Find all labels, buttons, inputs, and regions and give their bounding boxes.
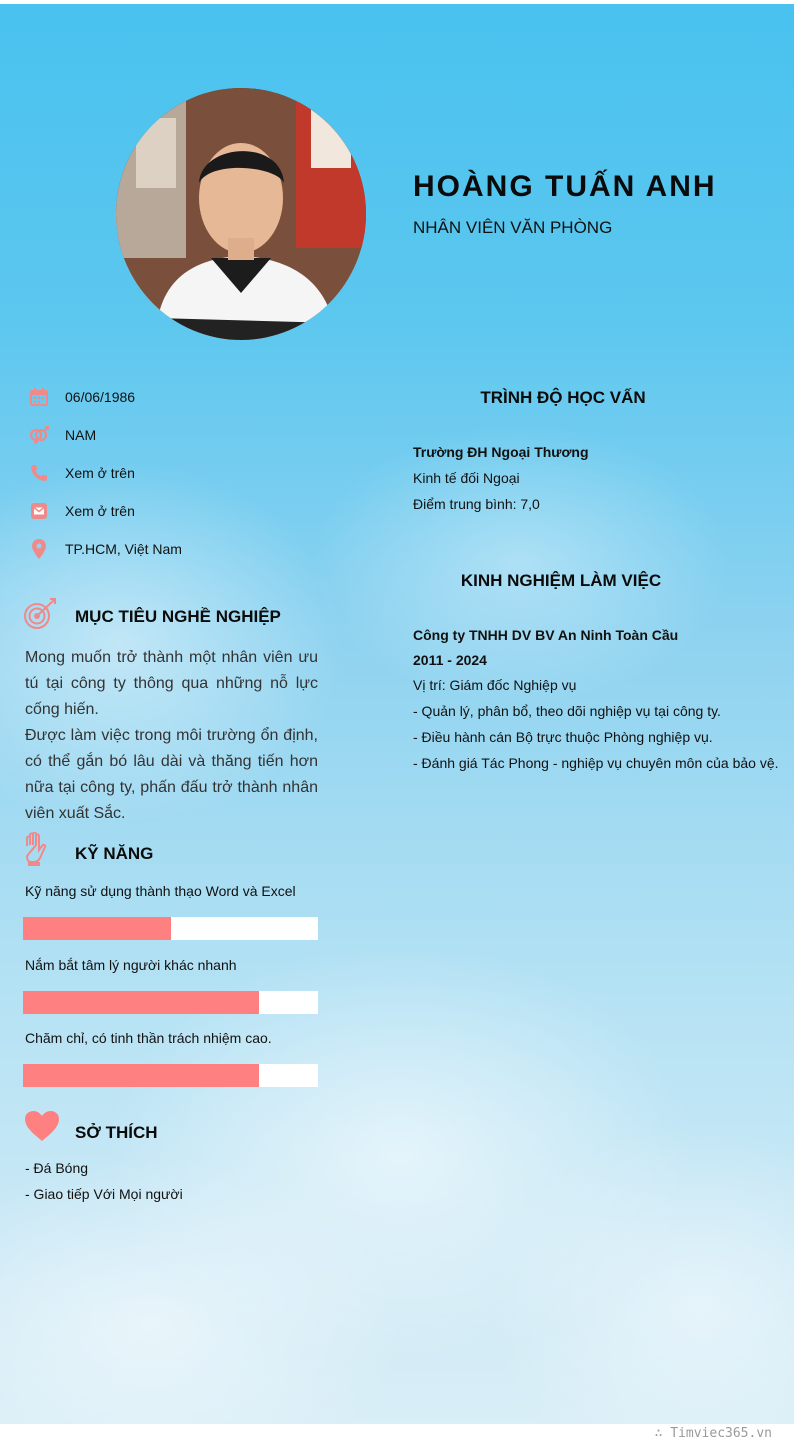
education-title: TRÌNH ĐỘ HỌC VẤN xyxy=(480,388,646,407)
contact-birthday xyxy=(28,385,328,409)
education-major: Kinh tế đối Ngoại xyxy=(413,470,520,486)
experience-company: Công ty TNHH DV BV An Ninh Toàn Cầu xyxy=(413,627,679,643)
skill-level-bar xyxy=(23,991,318,1014)
skill-level-bar xyxy=(23,1064,318,1087)
contact-phone xyxy=(28,461,328,485)
brand-watermark: ∴ Timviec365.vn xyxy=(654,1426,772,1441)
skill-label: Chăm chỉ, có tinh thần trách nhiệm cao. xyxy=(25,1030,272,1046)
hobby-item: - Đá Bóng xyxy=(25,1160,89,1176)
candidate-job-title: NHÂN VIÊN VĂN PHÒNG xyxy=(413,218,613,237)
envelope-icon xyxy=(28,500,50,522)
skill-level-fill xyxy=(23,991,259,1014)
skill-level-bar xyxy=(23,917,318,940)
education-gpa: Điểm trung bình: 7,0 xyxy=(413,496,540,512)
experience-duty: - Quản lý, phân bổ, theo dõi nghiệp vụ tại công ty. xyxy=(413,703,721,719)
heart-icon xyxy=(24,1110,60,1146)
skills-title: KỸ NĂNG xyxy=(75,844,154,863)
birthday-value: 06/06/1986 xyxy=(65,389,136,405)
raised-hand-icon xyxy=(22,832,58,868)
gender-value: NAM xyxy=(65,427,97,443)
phone-value: Xem ở trên xyxy=(65,465,135,481)
experience-position: Vị trí: Giám đốc Nghiệp vụ xyxy=(413,677,577,693)
skill-label: Kỹ năng sử dụng thành thạo Word và Excel xyxy=(25,883,296,899)
cv-sheet xyxy=(0,4,794,1424)
skill-level-fill xyxy=(23,1064,259,1087)
experience-period: 2011 - 2024 xyxy=(413,652,487,668)
experience-duty: - Đánh giá Tác Phong - nghiệp vụ chuyên môn của bảo vệ. xyxy=(413,755,779,771)
phone-icon xyxy=(28,462,50,484)
skill-level-fill xyxy=(23,917,171,940)
hobbies-title: SỞ THÍCH xyxy=(75,1123,158,1142)
gender-icon xyxy=(28,424,50,446)
map-pin-icon xyxy=(28,538,50,560)
objective-paragraph: Mong muốn trở thành một nhân viên ưu tú tại công ty thông qua những nỗ lực cống hiến. xyxy=(25,649,318,718)
contact-email xyxy=(28,499,328,523)
target-icon xyxy=(22,596,58,632)
profile-photo xyxy=(116,88,366,340)
candidate-name: HOÀNG TUẤN ANH xyxy=(413,170,717,203)
education-school: Trường ĐH Ngoại Thương xyxy=(413,444,589,460)
hobby-item: - Giao tiếp Với Mọi người xyxy=(25,1186,183,1202)
objective-title: MỤC TIÊU NGHỀ NGHIỆP xyxy=(75,607,281,626)
objective-text xyxy=(25,645,318,827)
experience-title: KINH NGHIỆM LÀM VIỆC xyxy=(460,571,662,590)
address-value: TP.HCM, Việt Nam xyxy=(65,541,182,557)
experience-duty: - Điều hành cán Bộ trực thuộc Phòng nghiệp vụ. xyxy=(413,729,713,745)
email-value: Xem ở trên xyxy=(65,503,135,519)
skill-label: Nắm bắt tâm lý người khác nhanh xyxy=(25,957,237,973)
calendar-icon xyxy=(28,386,50,408)
contact-address xyxy=(28,537,328,561)
objective-paragraph: Được làm việc trong môi trường ổn định, có thể gắn bó lâu dài và thăng tiến hơn nữa tại công ty, phấn đấu trở thành nhân viên xuất Sắc. xyxy=(25,727,318,822)
contact-gender xyxy=(28,423,328,447)
